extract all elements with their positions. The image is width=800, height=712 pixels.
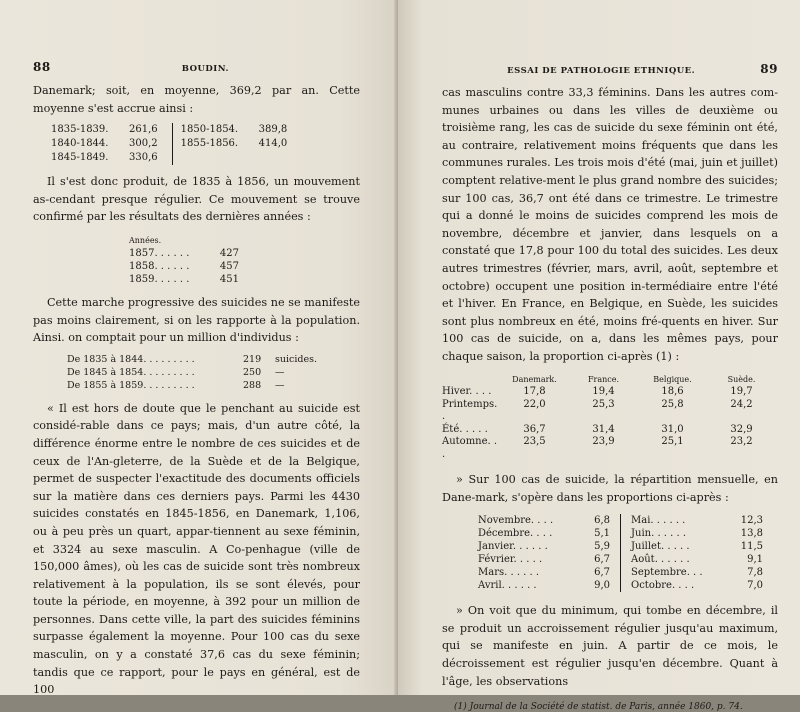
monthly-col-2: [620, 514, 773, 592]
yearly-average-row-cell: 330,6: [129, 152, 158, 164]
season-row-cell: 17,8: [523, 386, 546, 397]
yearly-average-row-cell: 300,2: [129, 138, 158, 150]
right-running-head: ESSAI DE PATHOLOGIE ETHNIQUE.: [507, 66, 696, 76]
season-row-cell: 25,1: [661, 436, 684, 447]
recent-year-row: [129, 247, 239, 260]
left-running-head: BOUDIN.: [181, 64, 229, 74]
left-page-number: 88: [33, 60, 51, 74]
yearly-average-row-cell: 1840-1844.: [51, 138, 109, 150]
season-row: [442, 386, 778, 399]
month-row: [631, 553, 763, 566]
right-header: [442, 62, 778, 76]
season-row-cell: Automne. . .: [442, 436, 498, 460]
per-million-row-cell: De 1845 à 1854. . . . . . . . .: [67, 366, 195, 378]
month-row-cell: 9,1: [747, 554, 763, 566]
yearly-average-row: [51, 151, 158, 165]
season-row-cell: Printemps. .: [442, 398, 498, 422]
per-million-table: [67, 353, 360, 392]
left-header: [33, 60, 360, 74]
recent-year-row: [129, 273, 239, 286]
right-paragraph-1: cas masculins contre 33,3 féminins. Dans les autres com-munes urbaines ou dans les villes de deuxième ou troisième rang, les cas de suicide du sexe féminin ont été, au contraire, relativement moins fréquents que dans les communes rurales. Les trois mois d'été (mai, juin et juillet) comptent relative-ment le plus grand nombre des suicides; sur 100 cas, 36,7 ont été dans ce trimestre. Le trimestre qui a donné le moins de suicides comprend les mois de novembre, décembre et janvier, dans lesquels on a constaté que 17,8 pour 100 du total des suicides. Les deux autres trimestres (février, mars, avril, août, septembre et octobre) occupent une position in-termédiaire entre l'été et l'hiver. En France, en Belgique, en Suède, les suicides sont plus nombreux en été, moins fré-quents en hiver. Sur 100 cas de suicide, on a, dans les mêmes pays, pour chaque saison, la proportion ci-après (1) :: [442, 86, 778, 363]
yearly-average-row: [181, 137, 288, 151]
per-million-row-cell: 219: [243, 353, 262, 365]
season-header-row-cell: [442, 374, 500, 387]
month-row-cell: Mai. . . . . .: [631, 515, 686, 527]
month-row-cell: 6,7: [594, 554, 610, 566]
season-row-cell: 19,4: [592, 386, 615, 397]
yearly-average-row-cell: 261,6: [129, 124, 158, 136]
yearly-average-col-2: [172, 123, 302, 165]
month-row-cell: 11,5: [740, 541, 763, 553]
month-row-cell: Juillet. . . . .: [631, 541, 690, 553]
yearly-average-row-cell: 1835-1839.: [51, 124, 109, 136]
month-row: [478, 566, 610, 579]
season-row-cell: 32,9: [730, 423, 753, 435]
recent-years-table: [129, 234, 360, 286]
season-row-cell: 23,2: [730, 436, 753, 447]
season-row-cell: 31,0: [661, 423, 684, 435]
month-row: [478, 540, 610, 553]
yearly-average-table: [51, 123, 360, 165]
month-row-cell: Novembre. . . .: [478, 515, 554, 527]
recent-year-row-cell: 451: [219, 273, 239, 285]
yearly-average-row-cell: 414,0: [258, 138, 288, 150]
recent-years-rows: [129, 247, 360, 286]
season-row-cell: 24,2: [730, 398, 753, 410]
season-row-cell: 23,9: [592, 436, 615, 447]
month-row: [631, 527, 763, 540]
per-million-row-cell: 288: [243, 379, 262, 391]
month-row-cell: Octobre. . . .: [631, 580, 695, 592]
month-row: [478, 527, 610, 540]
month-row-cell: 7,0: [747, 580, 763, 592]
month-row: [478, 514, 610, 527]
per-million-row-cell: De 1855 à 1859. . . . . . . . .: [67, 379, 195, 391]
month-row: [478, 553, 610, 566]
season-row-cell: 25,3: [592, 398, 615, 410]
recent-year-row-cell: 427: [219, 247, 239, 259]
month-row: [631, 540, 763, 553]
season-header-row: [442, 374, 778, 387]
recent-year-row-cell: 457: [219, 260, 239, 272]
per-million-row: [67, 379, 360, 392]
season-row: [442, 436, 778, 461]
season-header-row-cell: France.: [587, 374, 620, 384]
per-million-row-cell: suicides.: [275, 353, 317, 365]
season-row-cell: Été. . . . .: [442, 423, 488, 435]
month-row-cell: 13,8: [740, 528, 763, 540]
month-row-cell: 6,8: [594, 515, 610, 527]
footnote: (1) Journal de la Société de statist. de Paris, année 1860, p. 74.: [454, 702, 743, 712]
yearly-average-col-1: [51, 123, 172, 165]
yearly-average-row: [51, 123, 158, 137]
per-million-row-cell: —: [275, 379, 285, 391]
month-row: [631, 514, 763, 527]
season-row-cell: 23,5: [523, 436, 546, 447]
recent-years-caption: Années.: [129, 235, 162, 245]
season-row-cell: Hiver. . . .: [442, 386, 492, 397]
yearly-average-row: [181, 123, 288, 137]
month-row-cell: 7,8: [747, 567, 763, 579]
yearly-average-row-cell: 1850-1854.: [180, 124, 239, 136]
month-row-cell: 12,3: [740, 515, 763, 527]
month-row: [478, 579, 610, 592]
month-row-cell: Avril. . . . . .: [478, 580, 537, 592]
season-row: [442, 424, 778, 437]
month-row-cell: Septembre. . .: [631, 567, 703, 579]
right-paragraph-2: » Sur 100 cas de suicide, la répartition mensuelle, en Dane-mark, s'opère dans les proportions ci-après :: [442, 473, 778, 504]
per-million-row: [67, 366, 360, 379]
month-row-cell: 5,9: [594, 541, 610, 553]
month-row-cell: Juin. . . . . .: [631, 528, 687, 540]
month-row-cell: Janvier. . . . . .: [478, 541, 548, 553]
recent-year-row-cell: 1857. . . . . .: [129, 247, 190, 259]
recent-year-row: [129, 260, 239, 273]
right-paragraph-3: » On voit que du minimum, qui tombe en décembre, il se produit un accroissement régulier jusqu'au maximum, qui se manifeste en juin. A partir de ce mois, le décroissement est régulier jusqu'en décembre. Quant à l'âge, les observations: [442, 604, 778, 688]
month-row: [631, 579, 763, 592]
monthly-table: [478, 514, 778, 592]
left-paragraph-3: Cette marche progressive des suicides ne se manifeste pas moins clairement, si on les rapporte à la population. Ainsi. on comptait pour un million d'individus :: [33, 295, 360, 345]
season-header-row-cell: Danemark.: [512, 374, 557, 384]
month-row-cell: Décembre. . . .: [478, 528, 553, 540]
yearly-average-row-cell: 1855-1856.: [180, 138, 239, 150]
season-row-cell: 19,7: [730, 386, 753, 397]
left-page: [0, 0, 398, 695]
per-million-row-cell: De 1835 à 1844. . . . . . . . .: [67, 353, 195, 365]
month-row-cell: Mars. . . . . .: [478, 567, 540, 579]
month-row: [631, 566, 763, 579]
per-million-row-cell: —: [275, 366, 285, 378]
yearly-average-row-cell: 1845-1849.: [51, 152, 109, 164]
season-header-row-cell: Belgique.: [653, 374, 692, 384]
left-paragraph-2: Il s'est donc produit, de 1835 à 1856, un mouvement as-cendant presque régulier. Ce mouvement se trouve confirmé par les résultats des dernières années :: [33, 175, 360, 224]
per-million-row-cell: 250: [243, 366, 262, 378]
right-page-number: 89: [760, 62, 778, 76]
per-million-row: [67, 353, 360, 366]
yearly-average-row: [51, 137, 158, 151]
month-row-cell: 9,0: [594, 580, 610, 592]
yearly-average-row-cell: 389,8: [258, 124, 288, 136]
season-row-cell: 22,0: [523, 398, 546, 410]
left-paragraph-1: Danemark; soit, en moyenne, 369,2 par an. Cette moyenne s'est accrue ainsi :: [33, 84, 360, 115]
left-paragraph-4: « Il est hors de doute que le penchant au suicide est considé-rable dans ce pays; mais, d'un autre côté, la différence énorme entre le nombre de ces suicides et de ceux de l'An-gleterre, de la Suède et de la Belgique, permet de suspecter l'exactitude des documents officiels sur la matière dans ces derniers pays. Parmi les 4430 suicides constatés en 1845-1856, en Danemark, 1,106, ou à peu près un quart, appar-tiennent au sexe féminin, et 3324 au sexe masculin. A Co-penhague (ville de 150,000 âmes), où les cas de suicide sont très nombreux relativement à la population, ils se sont élevés, pour toute la période, en moyenne, à 392 pour un million de personnes. Dans cette ville, la part des suicides féminins surpasse également la moyenne. Pour 100 cas du sexe masculin, on y a constaté 37,6 cas du sexe féminin; tandis que ce rapport, pour le pays en général, est de 100: [33, 401, 360, 697]
month-row-cell: Août. . . . . .: [631, 554, 690, 566]
month-row-cell: Février. . . . .: [478, 554, 543, 566]
recent-year-row-cell: 1858. . . . . .: [129, 260, 190, 272]
right-page: [398, 0, 800, 712]
season-row-cell: 36,7: [523, 423, 546, 435]
season-row-cell: 31,4: [592, 423, 615, 435]
season-header-row-cell: Suède.: [727, 374, 756, 384]
month-row-cell: 5,1: [594, 528, 610, 540]
month-row-cell: 6,7: [594, 567, 610, 579]
season-row-cell: 25,8: [661, 398, 684, 410]
season-row-cell: 18,6: [661, 386, 684, 397]
season-row: [442, 399, 778, 424]
recent-year-row-cell: 1859. . . . . .: [129, 273, 190, 285]
monthly-col-1: [478, 514, 620, 592]
season-table: [442, 374, 778, 462]
